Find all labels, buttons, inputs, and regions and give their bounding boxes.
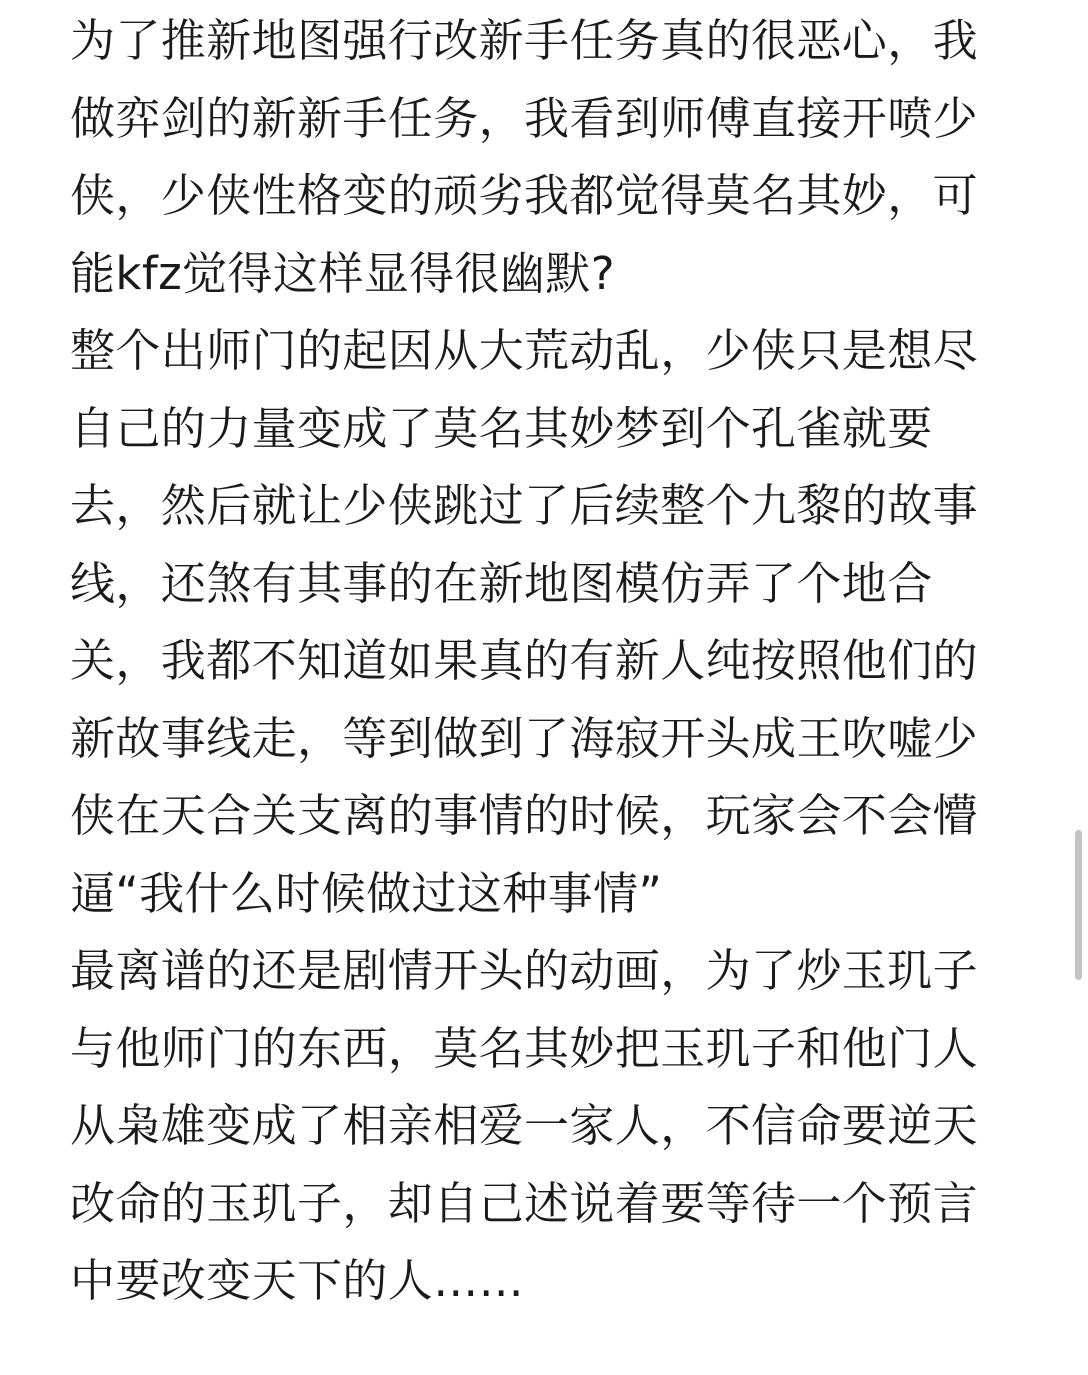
text-line: 做弈剑的新新手任务，我看到师傅直接开喷少: [70, 91, 979, 145]
scrollbar-thumb[interactable]: [1075, 830, 1082, 980]
paragraph-2: [70, 312, 1000, 932]
text-line: 改命的玉玑子，却自己述说着要等待一个预言: [70, 1176, 979, 1230]
text-line: 最离谱的还是剧情开头的动画，为了炒玉玑子: [70, 944, 979, 997]
text-line: 自己的力量变成了莫名其妙梦到个孔雀就要: [70, 401, 933, 455]
text-line: 能kfz觉得这样显得很幽默?: [70, 246, 616, 300]
text-line: 与他师门的东西，莫名其妙把玉玑子和他门人: [70, 1021, 979, 1075]
scrollbar[interactable]: [1075, 830, 1082, 980]
post-body: [70, 0, 1000, 1320]
text-line: 新故事线走，等到做到了海寂开头成王吹嘘少: [70, 711, 979, 765]
text-line: 整个出师门的起因从大荒动乱，少侠只是想尽: [70, 324, 979, 377]
text-line: 去，然后就让少侠跳过了后续整个九黎的故事: [70, 479, 979, 532]
text-line: 线，还煞有其事的在新地图模仿弄了个地合: [70, 556, 933, 610]
text-line: 为了推新地图强行改新手任务真的很恶心，我: [70, 14, 979, 67]
paragraph-3: [70, 932, 1000, 1320]
text-line: 从枭雄变成了相亲相爱一家人，不信命要逆天: [70, 1099, 979, 1152]
text-line: 中要改变天下的人……: [70, 1254, 525, 1307]
text-line: 逼“我什么时候做过这种事情”: [70, 866, 663, 920]
text-line: 侠在天合关支离的事情的时候，玩家会不会懵: [70, 789, 979, 842]
paragraph-1: [70, 2, 1000, 312]
text-line: 侠，少侠性格变的顽劣我都觉得莫名其妙，可: [70, 169, 979, 222]
text-line: 关，我都不知道如果真的有新人纯按照他们的: [70, 634, 979, 687]
